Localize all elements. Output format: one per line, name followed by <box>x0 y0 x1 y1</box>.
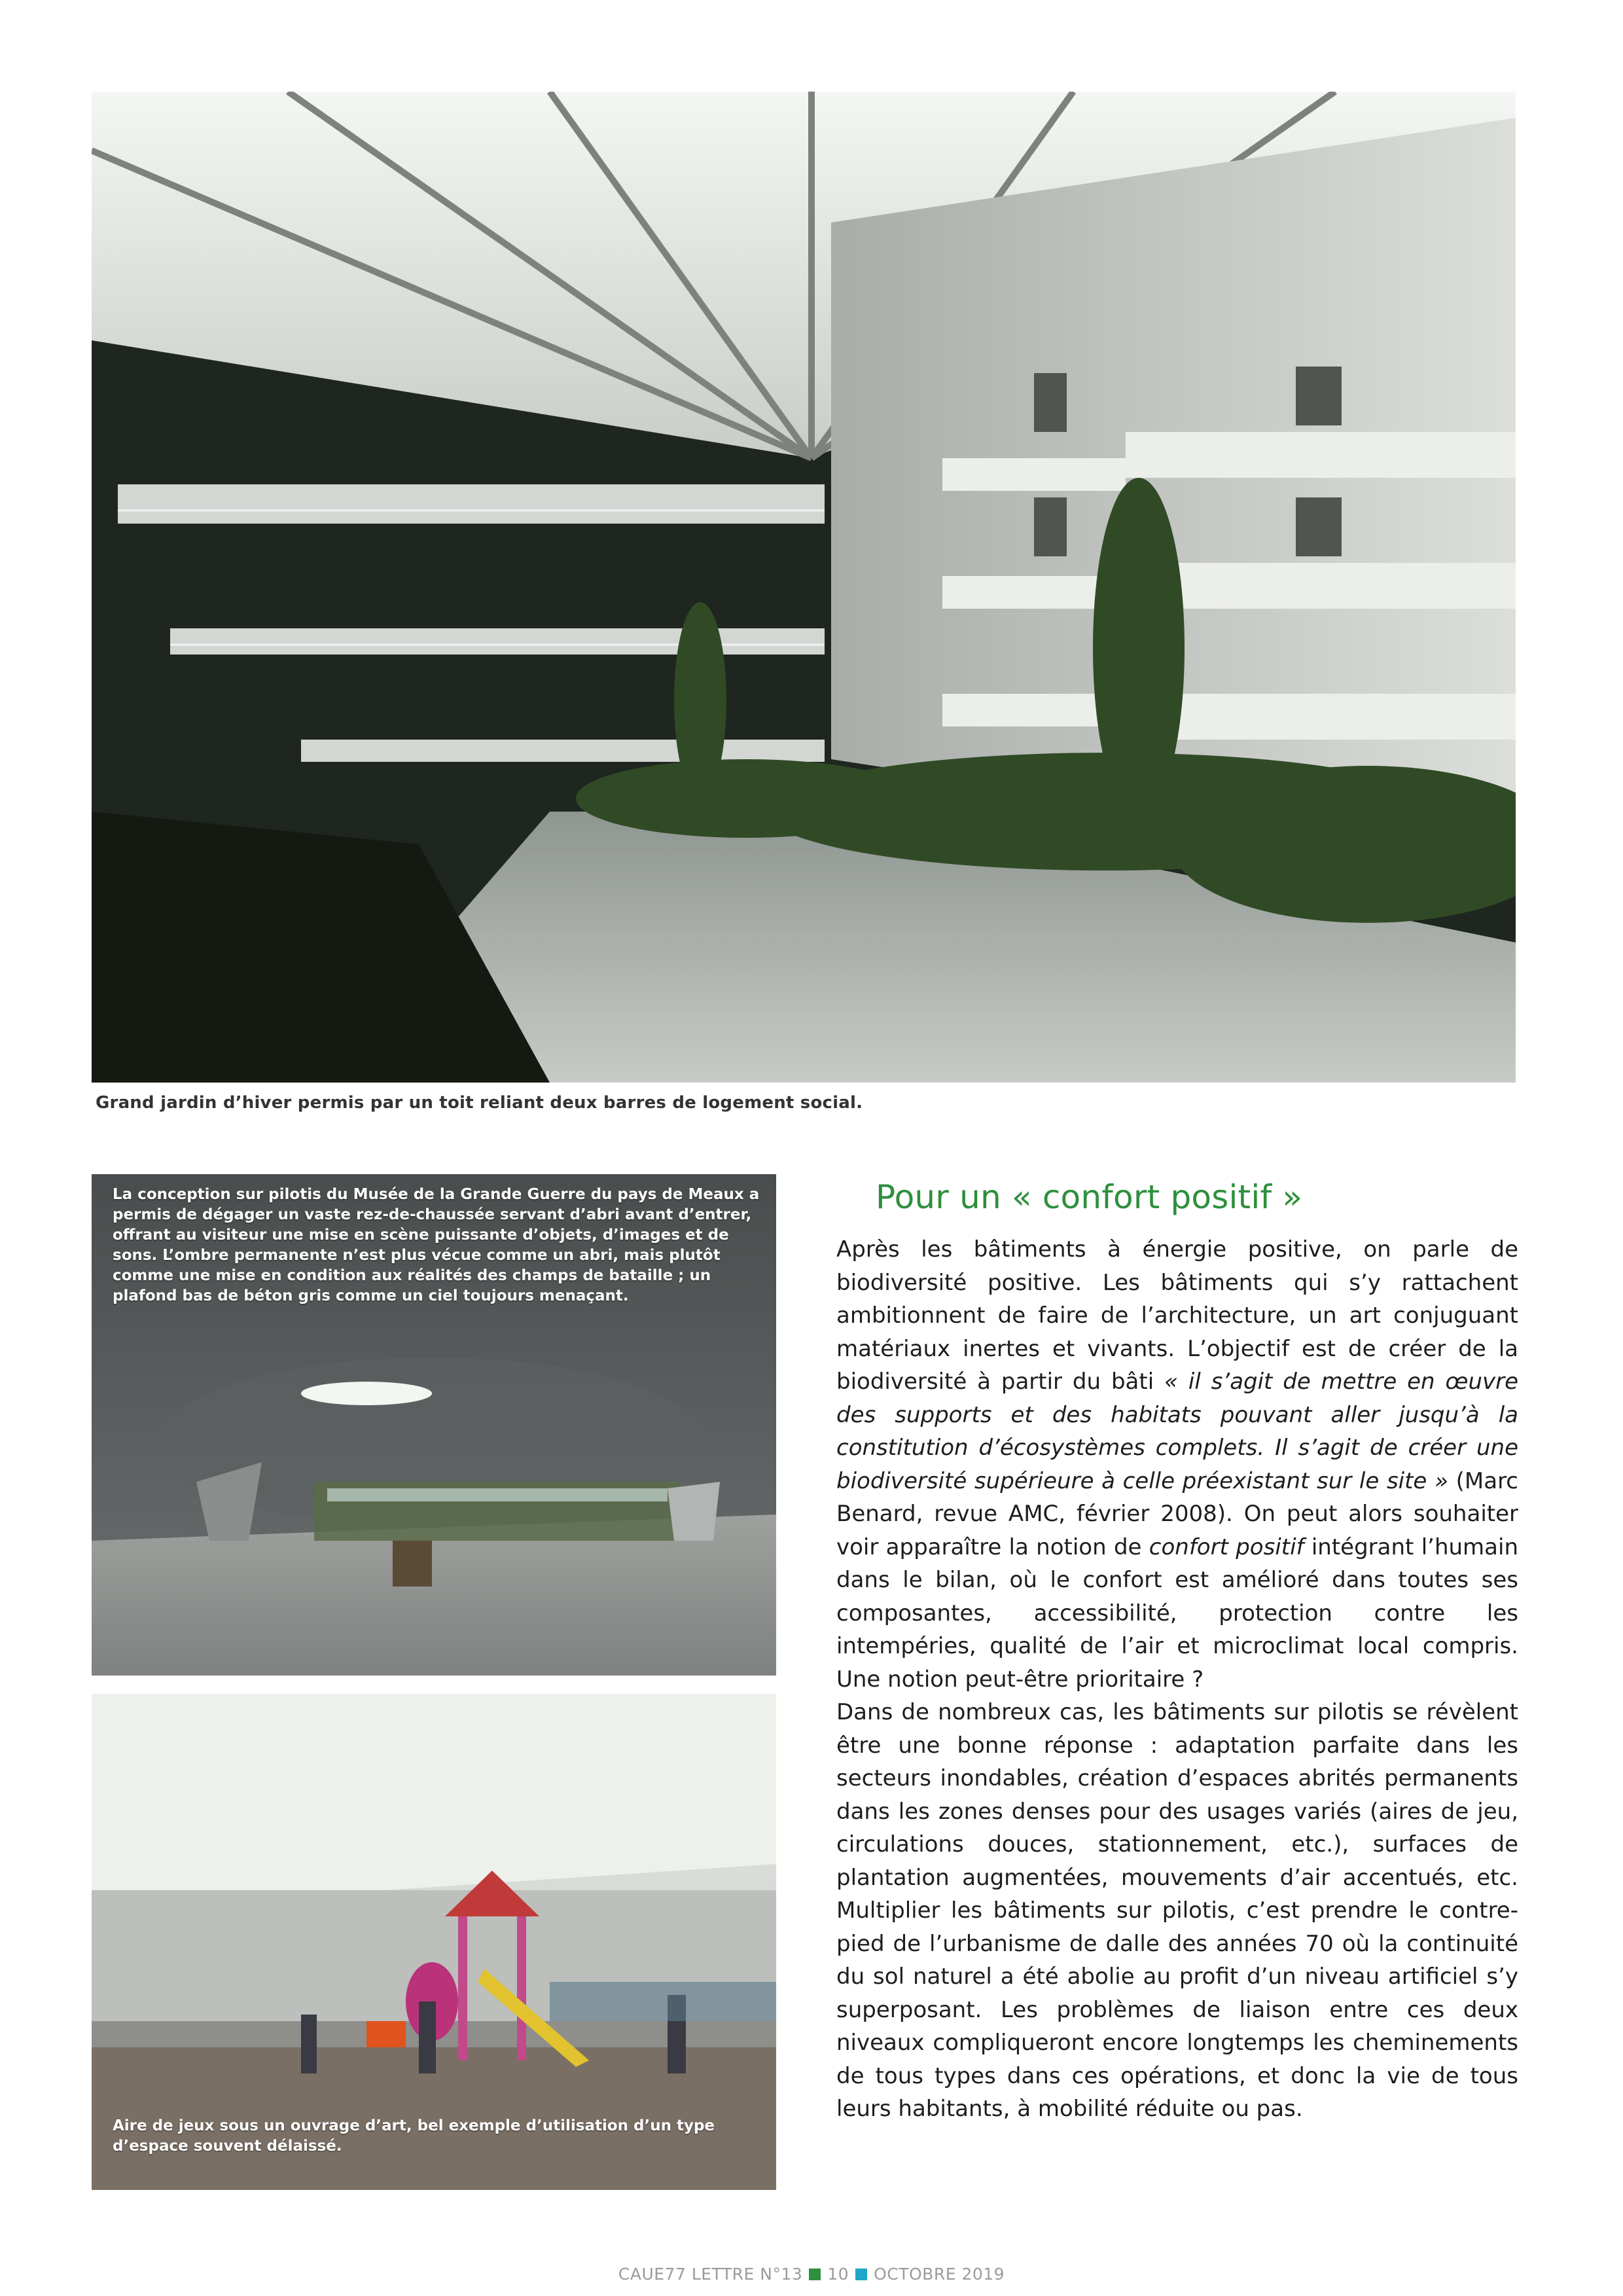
article-paragraph-1 <box>836 1233 1518 1696</box>
footer-page-number: 10 <box>827 2265 849 2284</box>
paragraph-1-text-c: intégrant l’humain dans le bilan, où le confort est amélioré dans toutes ses composantes, accessibilité, protection contre les intempéries, qualité de l’air et microclimat local compris. Une notion peut-être prioritaire ? <box>836 1534 1518 1693</box>
footer-date: OCTOBRE 2019 <box>874 2265 1005 2284</box>
winter-garden-photo <box>92 92 1516 1083</box>
paragraph-1-text-a: Après les bâtiments à énergie positive, on parle de biodiversité positive. Les bâtiments qui s’y rattachent ambitionnent de faire de l’architecture, un art conjuguant matériaux inertes et vivants. L’objectif est de créer de la biodiversité à partir du bâti <box>836 1236 1518 1395</box>
museum-pilotis-caption: La conception sur pilotis du Musée de la Grande Guerre du pays de Meaux a permis de dégager un vaste rez-de-chaussée servant d’abri avant d’entrer, offrant au visiteur une mise en scène puissante d’objets, d’images et de sons. L’ombre permanente n’est plus vécue comme un abri, mais plutôt comme une mise en condition aux réalités des champs de bataille ; un plafond bas de béton gris comme un ciel toujours menaçant. <box>113 1186 760 1304</box>
playground-caption: Aire de jeux sous un ouvrage d’art, bel exemple d’utilisation d’un type d’espace souvent délaissé. <box>113 2117 715 2155</box>
cyan-square-icon <box>855 2269 867 2280</box>
article-title: Pour un « confort positif » <box>876 1178 1303 1216</box>
winter-garden-caption: Grand jardin d’hiver permis par un toit reliant deux barres de logement social. <box>96 1093 863 1113</box>
quote-marc-benard: « il s’agit de mettre en œuvre des supports et des habitats pouvant aller jusqu’à la constitution d’écosystèmes complets. Il s’agit de créer une biodiversité supérieure à celle préexistant sur le site » <box>836 1369 1519 1494</box>
article-body <box>836 1233 1518 2126</box>
footer-publication: CAUE77 LETTRE N°13 <box>618 2265 803 2284</box>
paragraph-1-text-b: (Marc Benard, revue AMC, février 2008). On peut alors souhaiter voir apparaître la notion de <box>836 1467 1519 1560</box>
green-square-icon <box>809 2269 821 2280</box>
page-footer <box>0 2265 1623 2284</box>
article-paragraph-2: Dans de nombreux cas, les bâtiments sur pilotis se révèlent être une bonne réponse : adaptation parfaite dans les secteurs inondables, création d’espaces abrités permanents dans les zones denses pour des usages variés (aires de jeu, circulations douces, stationnement, etc.), surfaces de plantation augmentées, mouvements d’air accentués, etc. Multiplier les bâtiments sur pilotis, c’est prendre le contre-pied de l’urbanisme de dalle des années 70 où la continuité du sol naturel a été abolie au profit d’un niveau artificiel s’y superposant. Les problèmes de liaison entre ces deux niveaux compliqueront encore longtemps les cheminements de tous types dans ces opérations, et donc la vie de tous leurs habitants, à mobilité réduite ou pas. <box>836 1699 1518 2122</box>
term-confort-positif: confort positif <box>1149 1534 1304 1560</box>
